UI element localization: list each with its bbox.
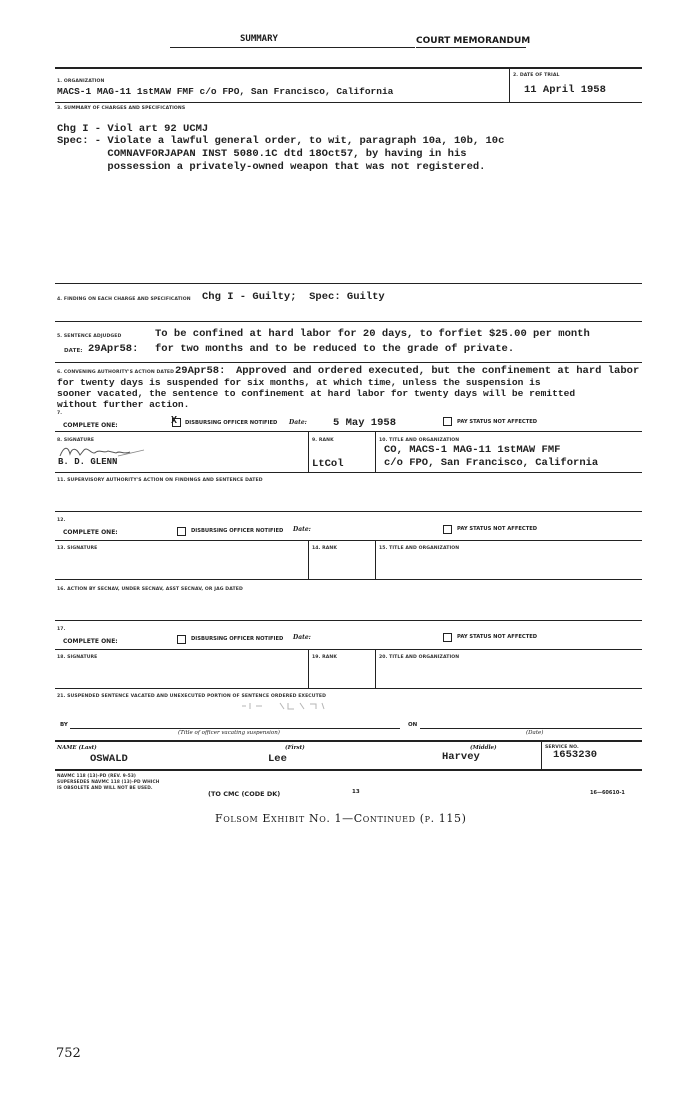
rule-item7	[55, 431, 642, 432]
form-id-2: SUPERSEDES NAVMC 118 (13)-PD WHICH	[57, 780, 160, 785]
sentence-line-1: To be confined at hard labor for 20 days, to forfiet $25.00 per month	[155, 328, 590, 340]
on-underline	[420, 728, 642, 729]
sentence-date-value: 29Apr58:	[88, 343, 139, 355]
form-id-1: NAVMC 118 (13)-PD (REV. 9-53)	[57, 774, 136, 779]
item7-disbursing-label: DISBURSING OFFICER NOTIFIED	[185, 420, 278, 426]
rule-name-top	[55, 740, 642, 742]
item12-date-label: Date:	[293, 526, 311, 533]
item17-disbursing-checkbox[interactable]	[177, 635, 186, 644]
item12-complete-one: COMPLETE ONE:	[63, 529, 118, 536]
item17-disbursing-label: DISBURSING OFFICER NOTIFIED	[191, 636, 284, 642]
item17-date-label: Date:	[293, 634, 311, 641]
name-last-label: NAME (Last)	[57, 745, 97, 751]
findings-value: Chg I - Guilty; Spec: Guilty	[202, 291, 385, 303]
title-line-1: CO, MACS-1 MAG-11 1stMAW FMF	[384, 444, 561, 456]
date-caption: (Date)	[526, 730, 544, 736]
item17-complete-one: COMPLETE ONE:	[63, 638, 118, 645]
page-number: 752	[56, 1046, 81, 1061]
item12-disbursing-label: DISBURSING OFFICER NOTIFIED	[191, 528, 284, 534]
signer-name: B. D. GLENN	[58, 457, 118, 467]
on-label: ON	[408, 722, 418, 728]
item7-number: 7.	[57, 411, 63, 416]
item12-disbursing-checkbox[interactable]	[177, 527, 186, 536]
spec-line-3: possession a privately-owned weapon that was not registered.	[57, 161, 486, 173]
footer-page-num: 13	[352, 789, 360, 795]
action-line-3: sooner vacated, the sentence to confinement at hard labor for twenty days will be remitted	[57, 388, 576, 399]
rule-findings	[55, 321, 642, 322]
court-memorandum-heading: COURT MEMORANDUM	[416, 36, 531, 46]
title20-label: 20. TITLE AND ORGANIZATION	[379, 655, 460, 660]
service-no-label: SERVICE NO.	[545, 745, 579, 750]
suspended-label: 21. SUSPENDED SENTENCE VACATED AND UNEXECUTED PORTION OF SENTENCE ORDERED EXECUTED	[57, 694, 326, 699]
date-of-trial-label: 2. DATE OF TRIAL	[513, 73, 560, 78]
rule-secnav	[55, 620, 642, 621]
date-divider	[509, 68, 510, 102]
to-cmc: (TO CMC (CODE DK)	[208, 790, 281, 798]
summary-underline	[170, 47, 415, 48]
signature18-label: 18. SIGNATURE	[57, 655, 98, 660]
divider-8-9	[308, 432, 309, 472]
middle-label: (Middle)	[470, 745, 497, 751]
rule-item17	[55, 649, 642, 650]
item17-pay-status-checkbox[interactable]	[443, 633, 452, 642]
signature8-label: 8. SIGNATURE	[57, 438, 95, 443]
item7-pay-status-label: PAY STATUS NOT AFFECTED	[457, 419, 538, 425]
rank9-label: 9. RANK	[312, 438, 334, 443]
spec-line-1: Spec: - Violate a lawful general order, to wit, paragraph 10a, 10b, 10c	[57, 135, 505, 147]
action-line-4: without further action.	[57, 399, 190, 410]
divider-9-10	[375, 432, 376, 472]
secnav-label: 16. ACTION BY SECNAV, UNDER SECNAV, ASST SECNAV, OR JAG DATED	[57, 587, 243, 592]
rule-sentence	[55, 362, 642, 363]
action-date: 29Apr58:	[175, 365, 226, 377]
sentence-line-2: for two months and to be reduced to the grade of private.	[155, 343, 515, 355]
sentence-adjudged-label: 5. SENTENCE ADJUDGED	[57, 334, 122, 339]
organization-value: MACS-1 MAG-11 1stMAW FMF c/o FPO, San Francisco, California	[57, 86, 394, 97]
signature13-label: 13. SIGNATURE	[57, 546, 98, 551]
summary-heading: SUMMARY	[240, 34, 278, 44]
rule-summary	[55, 283, 642, 284]
date-of-trial-value: 11 April 1958	[524, 84, 606, 96]
item7-complete-one: COMPLETE ONE:	[63, 422, 118, 429]
item12-pay-status-label: PAY STATUS NOT AFFECTED	[457, 526, 538, 532]
charge-line: Chg I - Viol art 92 UCMJ	[57, 123, 209, 135]
divider-19-20	[375, 650, 376, 688]
item7-checkmark: X	[171, 415, 178, 426]
faint-stamp-marks	[240, 700, 330, 712]
court-memorandum-underline	[416, 47, 526, 48]
top-rule	[55, 67, 642, 69]
service-no-value: 1653230	[553, 749, 598, 761]
sentence-date-label: DATE:	[64, 348, 83, 354]
item17-pay-status-label: PAY STATUS NOT AFFECTED	[457, 634, 538, 640]
rank-value: LtCol	[312, 458, 344, 470]
stock-number: 16—60610-1	[590, 790, 625, 796]
rule-signature18	[55, 688, 642, 689]
rule-supervisory	[55, 511, 642, 512]
action-line-1: Approved and ordered executed, but the confinement at hard labor	[236, 365, 640, 377]
first-name-value: Lee	[268, 753, 287, 765]
title-line-2: c/o FPO, San Francisco, California	[384, 457, 599, 469]
item12-number: 12.	[57, 518, 66, 523]
form-id-3: IS OBSOLETE AND WILL NOT BE USED.	[57, 786, 153, 791]
organization-label: 1. ORGANIZATION	[57, 79, 105, 84]
supervisory-label: 11. SUPERVISORY AUTHORITY'S ACTION ON FINDINGS AND SENTENCE DATED	[57, 478, 263, 483]
convening-action-label: 6. CONVENING AUTHORITY'S ACTION DATED	[57, 370, 175, 375]
rule-item12	[55, 540, 642, 541]
middle-name-value: Harvey	[442, 751, 480, 763]
findings-label: 4. FINDING ON EACH CHARGE AND SPECIFICATION	[57, 297, 191, 302]
item7-date-label: Date:	[289, 419, 307, 426]
item12-pay-status-checkbox[interactable]	[443, 525, 452, 534]
action-line-2: for twenty days is suspended for six months, at which time, unless the suspension is	[57, 377, 541, 388]
title10-label: 10. TITLE AND ORGANIZATION	[379, 438, 460, 443]
rule-row1	[55, 102, 642, 103]
rule-name-bottom	[55, 769, 642, 771]
summary-of-charges-label: 3. SUMMARY OF CHARGES AND SPECIFICATIONS	[57, 106, 186, 111]
spec-line-2: COMNAVFORJAPAN INST 5080.1C dtd 18Oct57, by having in his	[57, 148, 467, 160]
by-underline	[70, 728, 400, 729]
rank19-label: 19. RANK	[312, 655, 338, 660]
rule-signature8	[55, 472, 642, 473]
item7-notified-date: 5 May 1958	[333, 417, 397, 429]
first-label: (First)	[285, 745, 305, 751]
exhibit-caption: Folsom Exhibit No. 1—Continued (p. 115)	[215, 812, 467, 825]
service-no-divider	[541, 742, 542, 769]
rank14-label: 14. RANK	[312, 546, 338, 551]
title-officer-caption: (Title of officer vacating suspension)	[178, 730, 280, 736]
item17-number: 17.	[57, 627, 66, 632]
rule-signature13	[55, 579, 642, 580]
divider-13-14	[308, 541, 309, 579]
divider-14-15	[375, 541, 376, 579]
title15-label: 15. TITLE AND ORGANIZATION	[379, 546, 460, 551]
item7-pay-status-checkbox[interactable]	[443, 417, 452, 426]
divider-18-19	[308, 650, 309, 688]
last-name-value: OSWALD	[90, 753, 128, 765]
by-label: BY	[60, 722, 68, 728]
